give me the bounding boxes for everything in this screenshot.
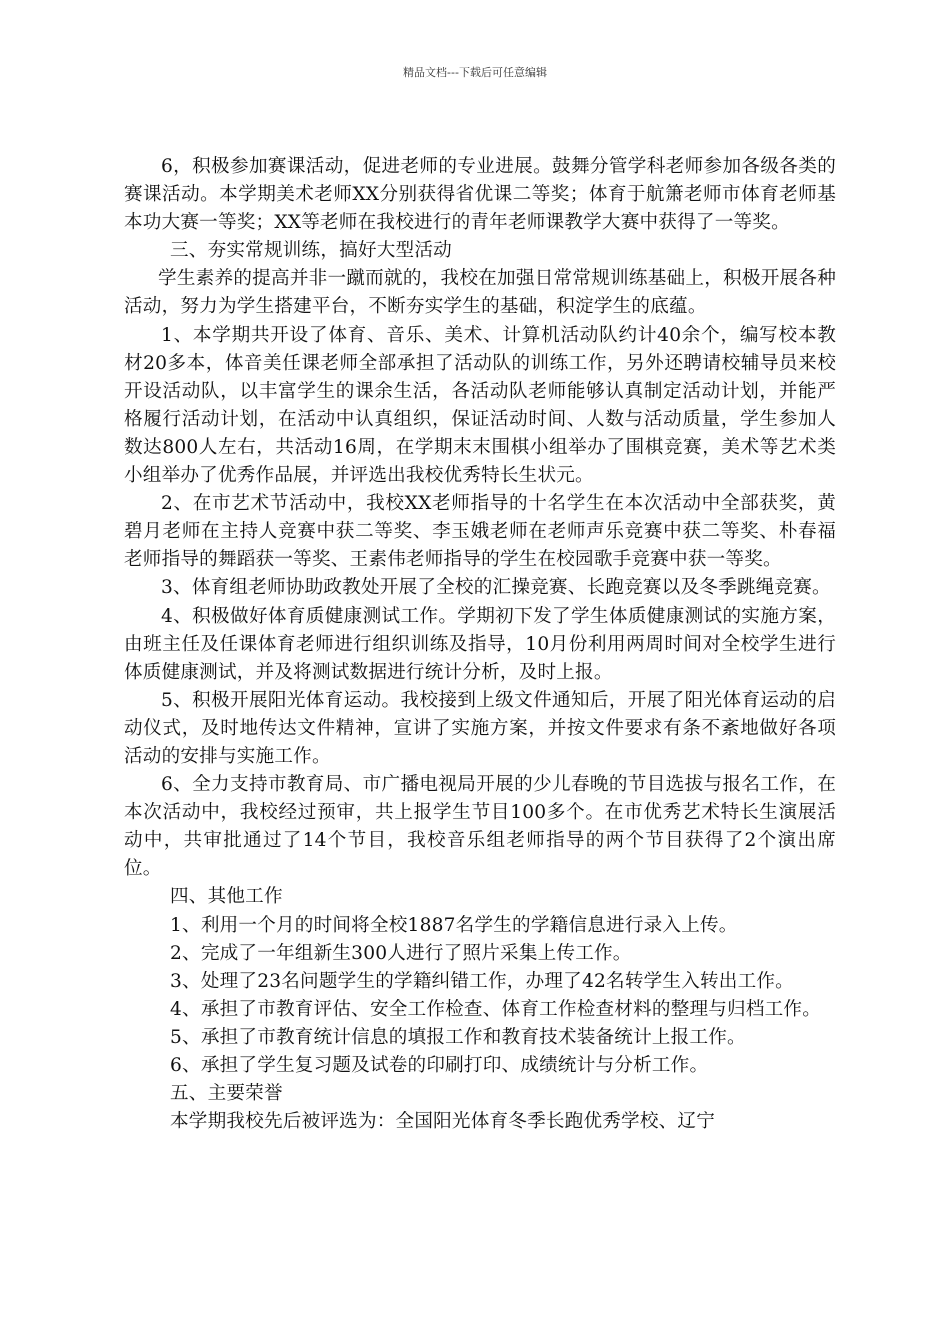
paragraph-item-5: 5、积极开展阳光体育运动。我校接到上级文件通知后，开展了阳光体育运动的启动仪式，及时地传达文件精神，宣讲了实施方案，并按文件要求有条不紊地做好各项活动的安排与实施工作。 <box>124 689 836 767</box>
paragraph-item-4: 4、积极做好体育质健康测试工作。学期初下发了学生体质健康测试的实施方案，由班主任及任课体育老师进行组织训练及指导，10月份利用两周时间对全校学生进行体质健康测试，并及将测试数据进行统计分析，及时上报。 <box>124 605 836 683</box>
other-item-2: 2、完成了一年组新生300人进行了照片采集上传工作。 <box>170 942 632 964</box>
document-body <box>124 153 836 1136</box>
other-item-6: 6、承担了学生复习题及试卷的印刷打印、成绩统计与分析工作。 <box>170 1055 709 1076</box>
page-header: 精品文档---下载后可任意编辑 <box>403 66 547 79</box>
paragraph-honors: 本学期我校先后被评选为：全国阳光体育冬季长跑优秀学校、辽宁 <box>170 1111 716 1133</box>
section-heading-3: 三、夯实常规训练，搞好大型活动 <box>170 240 452 262</box>
paragraph-item-1: 1、本学期共开设了体育、音乐、美术、计算机活动队约计40余个，编写校本教材20多本，体音美任课老师全部承担了活动队的训练工作，另外还聘请校辅导员来校开设活动队，以丰富学生的课余生活，各活动队老师能够认真制定活动计划，并能严格履行活动计划，在活动中认真组织，保证活动时间、人数与活动质量，学生参加人数达800人左右，共活动16周，在学期末末围棋小组举办了围棋竞赛，美术等艺术类小组举办了优秀作品展，并评选出我校优秀特长生状元。 <box>124 324 836 487</box>
other-item-1: 1、利用一个月的时间将全校1887名学生的学籍信息进行录入上传。 <box>170 914 738 936</box>
paragraph-item-3: 3、体育组老师协助政教处开展了全校的汇操竞赛、长跑竞赛以及冬季跳绳竞赛。 <box>161 577 831 599</box>
other-item-4: 4、承担了市教育评估、安全工作检查、体育工作检查材料的整理与归档工作。 <box>170 998 822 1020</box>
section-heading-4: 四、其他工作 <box>170 886 283 908</box>
section-heading-5: 五、主要荣誉 <box>170 1083 283 1105</box>
paragraph-item-2: 2、在市艺术节活动中，我校XX老师指导的十名学生在本次活动中全部获奖，黄碧月老师在主持人竞赛中获二等奖、李玉娥老师在老师声乐竞赛中获二等奖、朴春福老师指导的舞蹈获一等奖、王素伟老师指导的学生在校园歌手竞赛中获一等奖。 <box>124 493 836 571</box>
other-item-5: 5、承担了市教育统计信息的填报工作和教育技术装备统计上报工作。 <box>170 1026 746 1048</box>
paragraph-item-6: 6、全力支持市教育局、市广播电视局开展的少儿春晚的节目选拔与报名工作，在本次活动中，我校经过预审，共上报学生节目100多个。在市优秀艺术特长生演展活动中，共审批通过了14个节目，我校音乐组老师指导的两个节目获得了2个演出席位。 <box>124 774 836 880</box>
paragraph-intro: 学生素养的提高并非一蹴而就的，我校在加强日常常规训练基础上，积极开展各种活动，努力为学生搭建平台，不断夯实学生的基础，积淀学生的底蕴。 <box>124 268 836 318</box>
paragraph-teacher-competitions: 6，积极参加赛课活动，促进老师的专业进展。鼓舞分管学科老师参加各级各类的赛课活动。本学期美术老师XX分别获得省优课二等奖；体育于航箫老师市体育老师基本功大赛一等奖；XX等老师在我校进行的青年老师课教学大赛中获得了一等奖。 <box>124 156 836 234</box>
other-item-3: 3、处理了23名问题学生的学籍纠错工作，办理了42名转学生入转出工作。 <box>170 970 794 992</box>
